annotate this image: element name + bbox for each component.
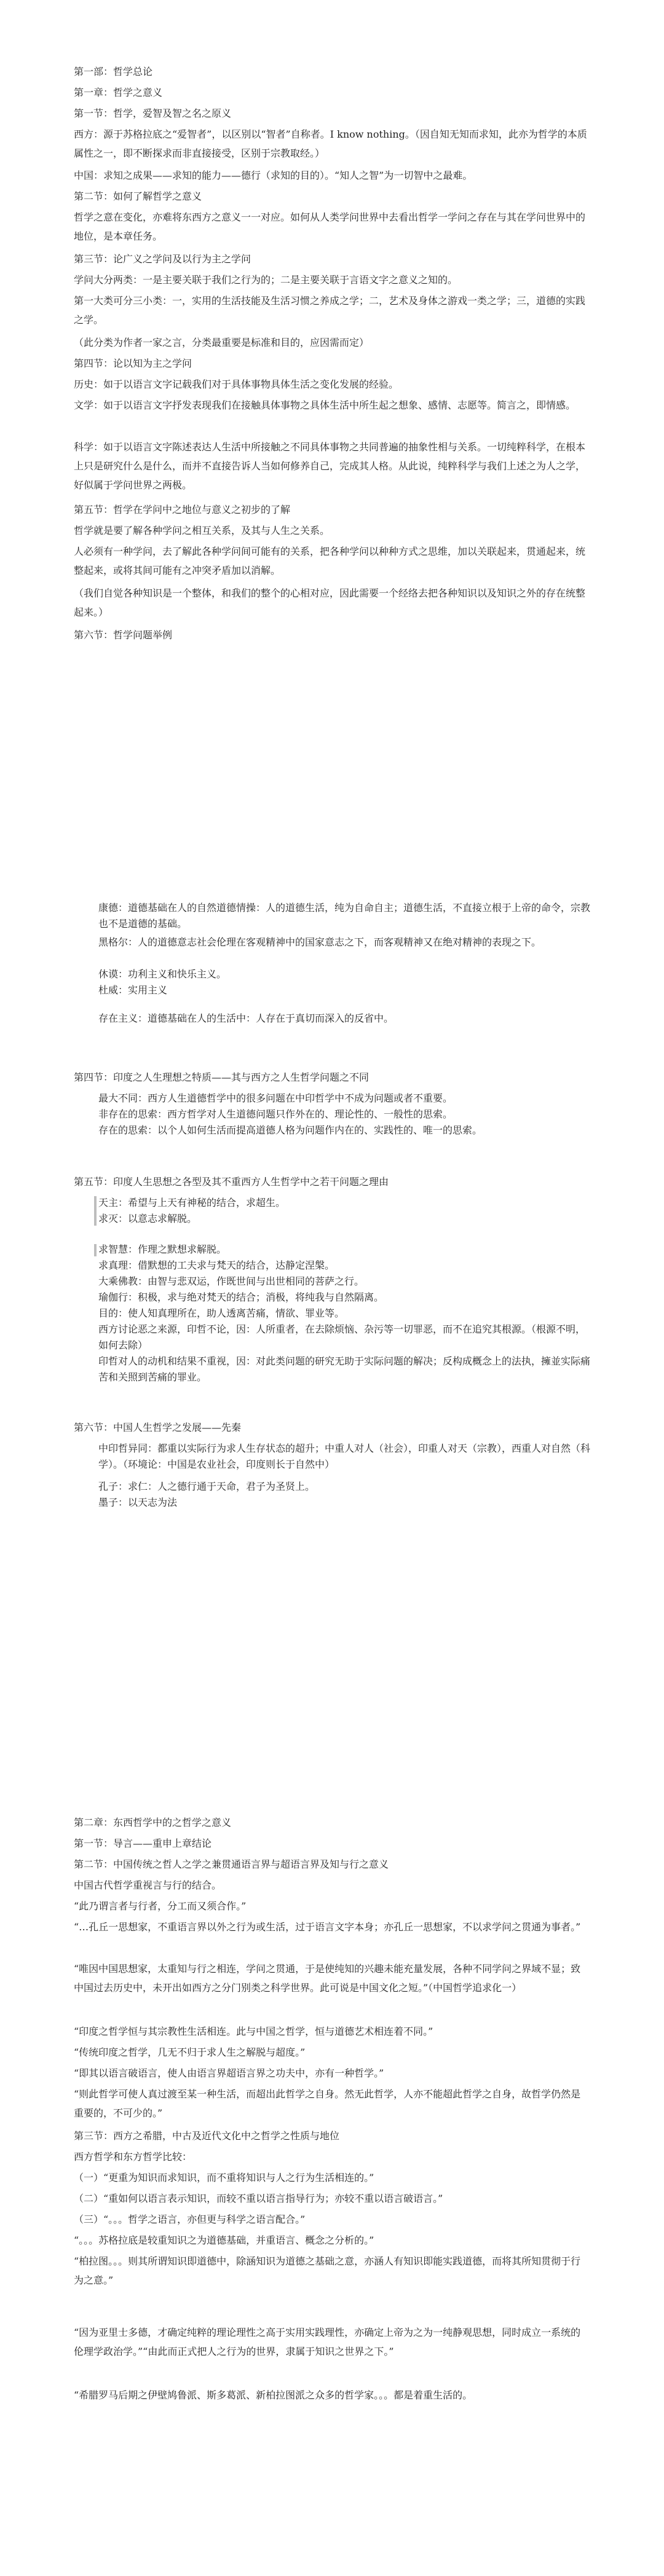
section-heading: 第五节：印度人生思想之各型及其不重西方人生哲学中之若干问题之理由 <box>74 1176 389 1188</box>
note-line: 求真理：借默想的工夫求与梵天的结合，达静定涅槃。 <box>98 1259 335 1271</box>
note-line: 西方讨论恶之来源，印哲不论，因：人所重者，在去除烦恼、杂污等一切罪恶，而不在追究其根源。（根源不明，如何去除） <box>98 1323 586 1351</box>
paragraph: 西方：源于苏格拉底之“爱智者”，以区别以“智者”自称者。I know nothing。（因自知无知而求知，此亦为哲学的本质属性之一，即不断探求而非直接接受，区别于宗教取经。） <box>74 128 587 159</box>
note-line: 目的：使人知真理所在，助人透离苦痛，情欲、罪业等。 <box>98 1307 345 1319</box>
margin-bar <box>94 1244 97 1256</box>
note-line: 墨子：以天志为法 <box>98 1497 178 1508</box>
paragraph: 科学：如于以语言文字陈述表达人生活中所接触之不同具体事物之共同普遍的抽象性相与关系。一切纯粹科学，在根本上只是研究什么是什么，而并不直接告诉人当如何修养自己，完成其人格。从此说，纯粹科学与我们上述之为人之学，好似属于学问世界之两极。 <box>74 441 586 491</box>
section-heading: 第六节：中国人生哲学之发展——先秦 <box>74 1422 242 1433</box>
section-heading: 第三节：论广义之学问及以行为主之学问 <box>74 253 251 265</box>
paragraph: 人必须有一种学问，去了解此各种学问间可能有的关系，把各种学问以种种方式之思维，加以关联起来，贯通起来，统整起来，或将其间可能有之冲突矛盾加以消解。 <box>74 546 586 576</box>
margin-bar <box>94 1196 97 1226</box>
section-heading: 第六节：哲学问题举例 <box>74 629 173 641</box>
note-hegel: 黑格尔：人的道德意志社会伦理在客观精神中的国家意志之下，而客观精神又在绝对精神的表现之下。 <box>98 936 542 948</box>
quote: “即其以语言破语言，使人由语言界超语言界之功夫中，亦有一种哲学。” <box>74 2067 384 2079</box>
paragraph: 中国古代哲学重视言与行的结合。 <box>74 1879 222 1891</box>
note-line: 孔子：求仁：人之德行通于天命，君子为圣贤上。 <box>98 1481 315 1492</box>
quote: “此乃谓言者与行者，分工而又须合作。” <box>74 1900 247 1912</box>
note-line: 印哲对人的动机和结果不重视，因：对此类问题的研究无助于实际问题的解决；反构成概念上的法执，擁並实际痛苦和关照到苦痛的罪业。 <box>98 1355 591 1383</box>
section-heading: 第三节：西方之希腊，中古及近代文化中之哲学之性质与地位 <box>74 2130 340 2142</box>
note-line: 非存在的思索：西方哲学对人生道德问题只作外在的、理论性的、一般性的思索。 <box>98 1108 453 1120</box>
paragraph: 哲学就是要了解各种学问之相互关系，及其与人生之关系。 <box>74 525 330 536</box>
note-line: 中印哲异同：都重以实际行为求人生存状态的超升；中重人对人（社会），印重人对天（宗教），西重人对自然（科学）。（环境论：中国是农业社会，印度则长于自然中） <box>98 1443 591 1470</box>
paragraph: （我们自觉各种知识是一个整体，和我们的整个的心相对应，因此需要一个经络去把各种知识以及知识之外的存在统整起来。） <box>74 587 586 618</box>
quote: “…孔丘一思想家，不重语言界以外之行为或生活，过于语言文字本身；亦孔丘一思想家，不以求学问之贯通为事者。” <box>74 1921 581 1933</box>
note-line: 大乘佛教：由智与悲双运，作既世间与出世相同的菩萨之行。 <box>98 1275 365 1287</box>
note-line: 最大不同：西方人生道德哲学中的很多问题在中印哲学中不成为问题或者不重要。 <box>98 1092 453 1104</box>
list-item: （三）“。。。哲学之语言，亦但更与科学之语言配合。” <box>74 2214 306 2225</box>
quote: “则此哲学可使人真过渡至某一种生活，而超出此哲学之自身。然无此哲学，人亦不能超此哲学之自身，故哲学仍然是重要的，不可少的。” <box>74 2088 581 2119</box>
note-dewey: 杜威：实用主义 <box>98 984 168 996</box>
quote: “因为亚里士多德，才确定纯粹的理论理性之高于实用实践理性，亦确定上帝为之为一纯静观思想，同时成立一系统的伦理学政治学。”“由此而正式把人之行为的世界，隶属于知识之世界之下。” <box>74 2327 581 2357</box>
paragraph: （此分类为作者一家之言，分类最重要是标准和目的，应因需而定） <box>74 337 370 348</box>
paragraph: 历史：如于以语言文字记载我们对于具体事物具体生活之变化发展的经验。 <box>74 378 399 390</box>
paragraph: 哲学之意在变化，亦难将东西方之意义一一对应。如何从人类学问世界中去看出哲学一学问之存在与其在学问世界中的地位，是本章任务。 <box>74 211 586 242</box>
part-title: 第一部：哲学总论 <box>74 66 153 77</box>
list-item: （二）“重如何以语言表示知识，而较不重以语言指导行为；亦较不重以语言破语言。” <box>74 2193 443 2204</box>
section-heading: 第四节：论以知为主之学问 <box>74 358 192 369</box>
note-existentialism: 存在主义：道德基础在人的生活中：人存在于真切而深入的反省中。 <box>98 1012 394 1024</box>
quote: “印度之哲学恒与其宗教性生活相连。此与中国之哲学，恒与道德艺术相连着不同。” <box>74 2026 433 2037</box>
quote: “传统印度之哲学，几无不归于求人生之解脱与超度。” <box>74 2046 306 2058</box>
quote: “柏拉图。。。则其所谓知识即道德中，除涵知识为道德之基础之意，亦涵人有知识即能实践道德，而将其所知贯彻于行为之意。” <box>74 2255 581 2286</box>
paragraph: 文学：如于以语言文字抒发表现我们在接触具体事物之具体生活中所生起之想象、感情、志愿等。简言之，即情感。 <box>74 399 576 411</box>
section-heading: 第二节：中国传统之哲人之学之兼贯通语言界与超语言界及知与行之意义 <box>74 1858 389 1870</box>
section-heading: 第四节：印度之人生理想之特质——其与西方之人生哲学问题之不同 <box>74 1071 370 1083</box>
section-heading: 第一节：哲学，爱智及智之名之原义 <box>74 108 232 119</box>
section-heading: 第五节：哲学在学问中之地位与意义之初步的了解 <box>74 504 291 515</box>
note-hume: 休谟：功利主义和快乐主义。 <box>98 968 227 980</box>
list-item: （一）“更重为知识而求知识，而不重将知识与人之行为生活相连的。” <box>74 2172 374 2183</box>
quote: “。。。苏格拉底是较重知识之为道德基础，并重语言、概念之分析的。” <box>74 2234 374 2246</box>
paragraph: 学问大分两类：一是主要关联于我们之行为的；二是主要关联于言语文字之意义之知的。 <box>74 274 458 286</box>
quote: “希腊罗马后期之伊壁鸠鲁派、斯多葛派、新柏拉图派之众多的哲学家。。。都是着重生活的。 <box>74 2389 473 2401</box>
quote: “唯因中国思想家，太重知与行之相连，学问之贯通，于是使纯知的兴趣未能充量发展，各种不同学问之界域不显；致中国过去历史中，未开出如西方之分门别类之科学世界。此可说是中国文化之短。”（中国哲学追求化一） <box>74 1963 581 1994</box>
paragraph: 第一大类可分三小类：一，实用的生活技能及生活习惯之养成之学；二，艺术及身体之游戏一类之学；三，道德的实践之学。 <box>74 295 586 326</box>
note-line: 存在的思索：以个人如何生活而提高道德人格为问题作内在的、实践性的、唯一的思索。 <box>98 1124 483 1136</box>
note-kant: 康德：道德基础在人的自然道德情操：人的道德生活，纯为自命自主；道德生活，不直接立根于上帝的命令，宗教也不是道德的基础。 <box>98 902 591 930</box>
chapter-title: 第一章：哲学之意义 <box>74 87 163 98</box>
note-line: 求智慧：作理之默想求解脱。 <box>98 1243 227 1255</box>
note-line: 瑜伽行：积极，求与绝对梵天的结合；消极，将纯我与自然隔离。 <box>98 1291 384 1303</box>
section-heading: 第二节：如何了解哲学之意义 <box>74 190 202 202</box>
note-line: 求灭：以意志求解脱。 <box>98 1213 197 1224</box>
paragraph: 中国：求知之成果——求知的能力——德行（求知的目的）。“知人之智”为一切智中之最难。 <box>74 170 473 181</box>
chapter-title: 第二章：东西哲学中的之哲学之意义 <box>74 1817 232 1828</box>
note-line: 天主：希望与上天有神秘的结合，求超生。 <box>98 1197 286 1208</box>
paragraph: 西方哲学和东方哲学比较： <box>74 2151 192 2163</box>
section-heading: 第一节：导言——重申上章结论 <box>74 1838 212 1849</box>
